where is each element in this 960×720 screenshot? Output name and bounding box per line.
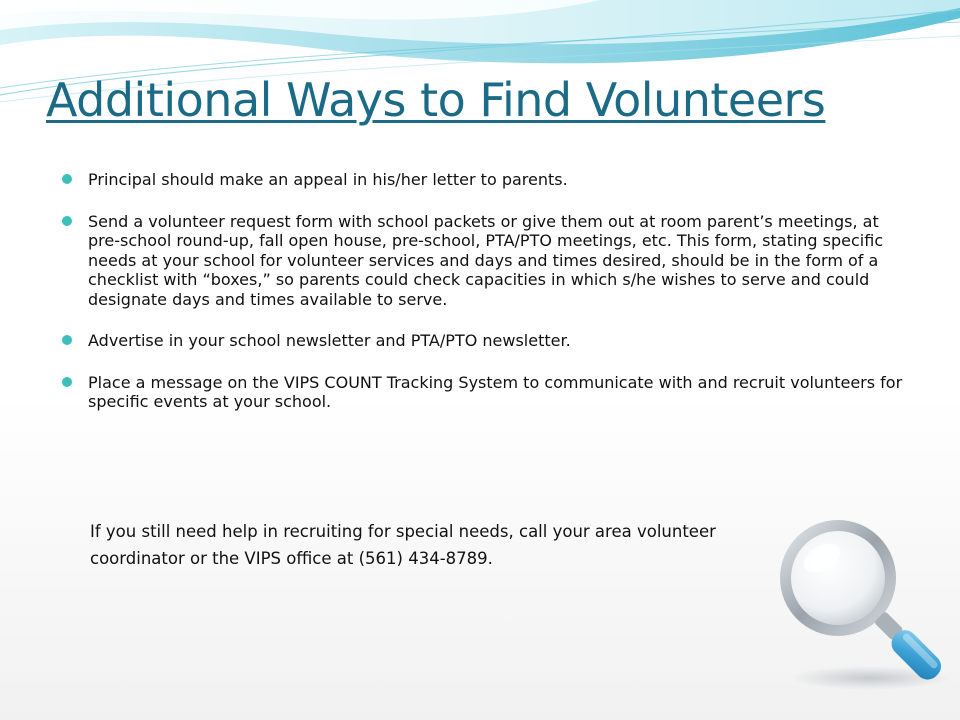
bullet-list xyxy=(60,170,910,434)
bullet-text: Advertise in your school newsletter and PTA/PTO newsletter. xyxy=(88,331,571,350)
bullet-dot-icon xyxy=(62,216,72,226)
closing-note xyxy=(90,518,810,572)
closing-line-1: If you still need help in recruiting for special needs, call your area volunteer xyxy=(90,522,716,541)
closing-line-2: coordinator or the VIPS office at (561) 434-8789. xyxy=(90,549,493,568)
bullet-dot-icon xyxy=(62,174,72,184)
bullet-item xyxy=(60,373,910,412)
bullet-item xyxy=(60,212,910,310)
bullet-item xyxy=(60,170,910,190)
bullet-dot-icon xyxy=(62,335,72,345)
bullet-text: Principal should make an appeal in his/her letter to parents. xyxy=(88,170,568,189)
slide-title: Additional Ways to Find Volunteers xyxy=(46,73,826,127)
magnifying-glass-icon xyxy=(770,510,955,695)
bullet-text: Place a message on the VIPS COUNT Tracking System to communicate with and recruit volunteers for specific events at your school. xyxy=(88,372,903,411)
bullet-item xyxy=(60,331,910,351)
bullet-text: Send a volunteer request form with school packets or give them out at room parent’s meetings, at pre-school round-up, fall open house, pre-school, PTA/PTO meetings, etc. This form, stating specific needs at your school for volunteer services and days and times desired, should be in the form of a checklist with “boxes,” so parents could check capacities in which s/he wishes to serve and could designate days and times available to serve. xyxy=(88,211,884,309)
bullet-dot-icon xyxy=(62,377,72,387)
